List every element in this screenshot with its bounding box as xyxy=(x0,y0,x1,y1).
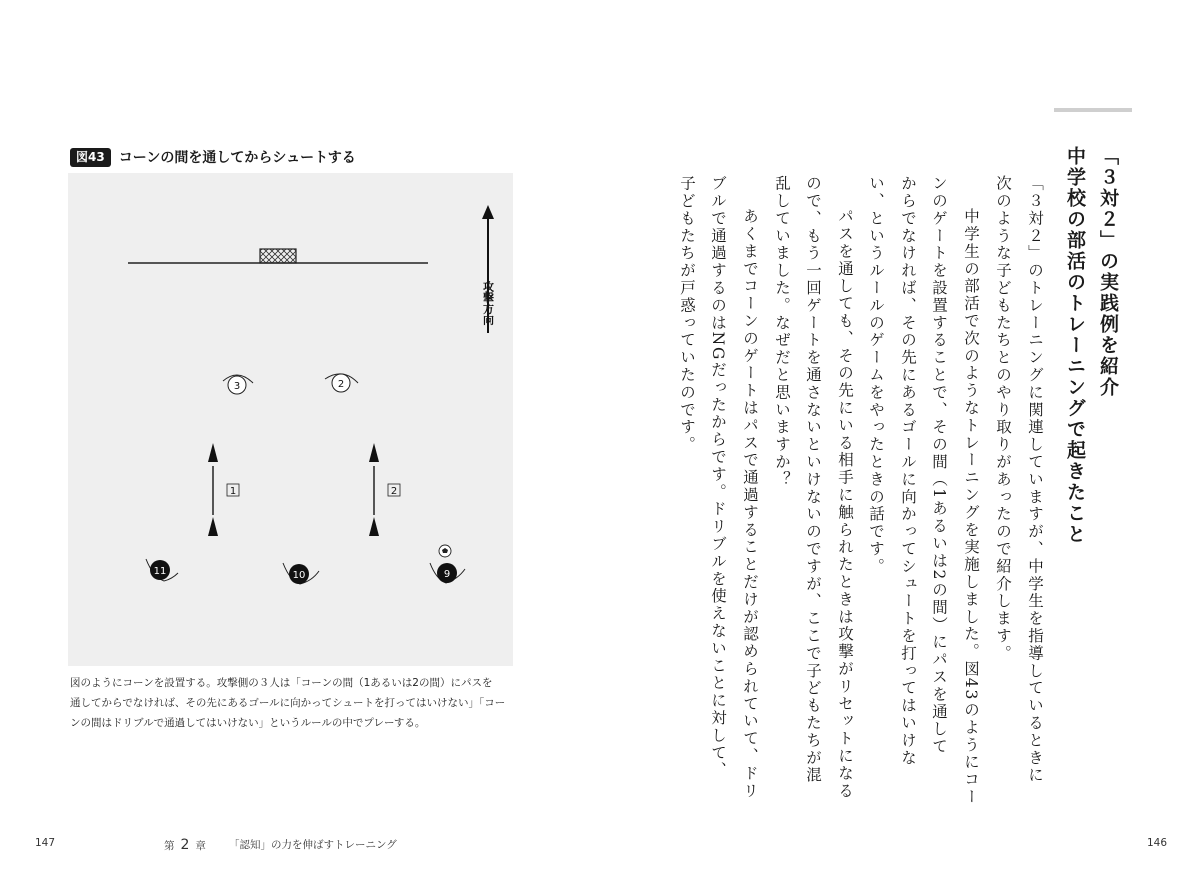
defender-2 xyxy=(325,374,358,392)
body-column: ンのゲートを設置することで、その間（1あるいは2の間）にパスを通して xyxy=(930,175,948,756)
gate1-number: 1 xyxy=(229,486,237,497)
attacker-9 xyxy=(430,563,465,583)
defender-3-number: 3 xyxy=(233,381,241,392)
figure-title-text: コーンの間を通してからシュートする xyxy=(118,150,356,166)
body-column: 中学生の部活で次のようなトレーニングを実施しました。図43のようにコー xyxy=(962,208,980,806)
figure-label: 図43 xyxy=(70,148,111,167)
body-column: からでなければ、その先にあるゴールに向かってシュートを打ってはいけな xyxy=(899,175,917,767)
body-column: 子どもたちが戸惑っていたのです。 xyxy=(678,175,696,454)
attacker-11-number: 11 xyxy=(153,566,167,577)
direction-label: 攻撃方向 xyxy=(481,281,495,325)
diagram-svg xyxy=(68,173,513,666)
body-column: い、というルールのゲームをやったときの話です。 xyxy=(867,175,885,576)
body-column: 次のような子どもたちとのやり取りがあったので紹介します。 xyxy=(994,175,1012,663)
caption-line: ンの間はドリブルで通過してはいけない」というルールの中でプレーする。 xyxy=(70,717,426,729)
heading-rule xyxy=(1054,108,1132,112)
body-column: 乱していました。なぜだと思いますか？ xyxy=(773,175,791,489)
training-diagram xyxy=(68,173,513,666)
page-number-left: 147 xyxy=(35,837,56,849)
cone-gate1-bottom xyxy=(208,517,218,536)
page-number-right: 146 xyxy=(1147,837,1168,849)
attacker-11 xyxy=(146,559,178,581)
cone-gate2-top xyxy=(369,443,379,462)
section-heading-1: 「３対２」の実践例を紹介 xyxy=(1097,146,1119,398)
chapter-suffix: 章 xyxy=(195,840,206,852)
gate2-number: 2 xyxy=(390,486,398,497)
defender-3 xyxy=(223,375,253,394)
section-heading-2: 中学校の部活のトレーニングで起きたこと xyxy=(1064,146,1086,545)
figure-caption xyxy=(70,673,515,733)
cone-gate2-bottom xyxy=(369,517,379,536)
body-column: ので、もう一回ゲートを通さないといけないのですが、ここで子どもたちが混 xyxy=(804,175,822,784)
attacker-9-number: 9 xyxy=(443,569,451,580)
figure-title xyxy=(70,147,356,167)
cone-gate1-top xyxy=(208,443,218,462)
goal-net xyxy=(260,249,296,263)
defender-2-number: 2 xyxy=(337,379,345,390)
body-column: ブルで通過するのはNGだったからです。ドリブルを使えないことに対して、 xyxy=(709,175,727,779)
attacker-10-number: 10 xyxy=(292,570,306,581)
direction-arrow-head xyxy=(482,205,494,219)
chapter-prefix: 第 xyxy=(164,840,175,852)
running-title: 「認知」の力を伸ばすトレーニング xyxy=(229,839,397,851)
caption-line: 図のようにコーンを設置する。攻撃側の３人は「コーンの間（1あるいは2の間）にパスを xyxy=(70,677,493,689)
body-column: パスを通しても、その先にいる相手に触られたときは攻撃がリセットになる xyxy=(836,208,854,800)
chapter-label xyxy=(164,837,206,853)
body-column: 「３対２」のトレーニングに関連していますが、中学生を指導しているときに xyxy=(1026,175,1044,784)
chapter-number: 2 xyxy=(180,837,190,853)
attacker-10 xyxy=(283,563,319,584)
caption-line: 通してからでなければ、その先にあるゴールに向かってシュートを打ってはいけない」「コー xyxy=(70,697,506,709)
body-column: あくまでコーンのゲートはパスで通過することだけが認められていて、ドリ xyxy=(741,208,759,800)
soccer-ball-icon xyxy=(439,545,451,557)
